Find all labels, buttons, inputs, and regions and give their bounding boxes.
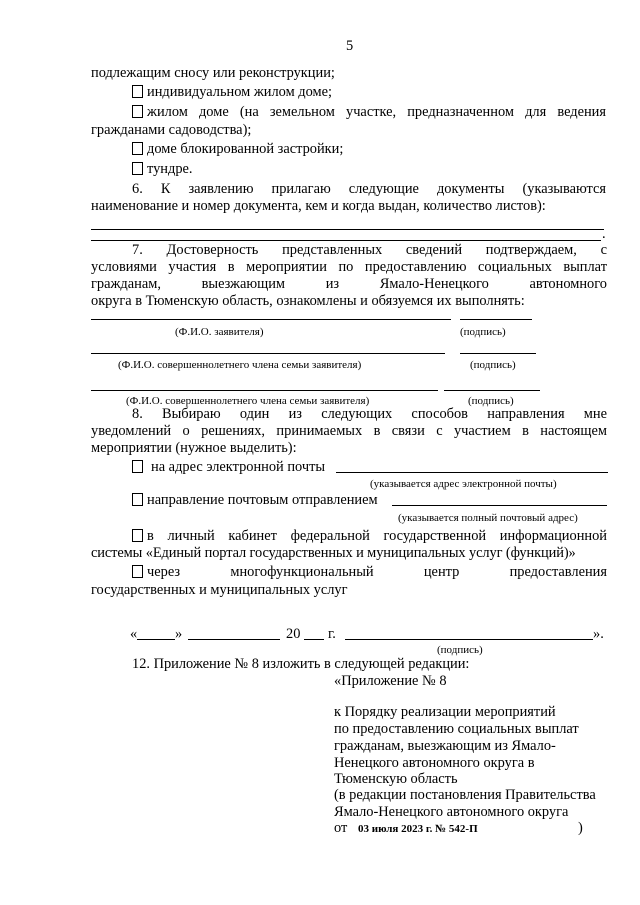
appendix-close-paren: ) bbox=[578, 820, 583, 836]
option-post[interactable] bbox=[132, 492, 378, 509]
appendix-line: Ненецкого автономного округа в bbox=[334, 755, 535, 771]
signature-line[interactable] bbox=[345, 639, 593, 640]
appendix-line: (в редакции постановления Правительства bbox=[334, 787, 596, 803]
option-mfc[interactable] bbox=[132, 564, 607, 581]
option-label: в личный кабинет федеральной государственной информационной bbox=[147, 528, 607, 544]
section-8-text: уведомлений о решениях, принимаемых в связи с участием в настоящем bbox=[91, 423, 607, 439]
option-email[interactable] bbox=[132, 459, 325, 476]
checkbox-icon[interactable] bbox=[132, 529, 143, 542]
documents-input-line-1[interactable] bbox=[91, 229, 604, 230]
member1-name-line[interactable] bbox=[91, 353, 445, 354]
appendix-date-stamp: 03 июля 2023 г. № 542-П bbox=[358, 823, 478, 835]
checkbox-icon[interactable] bbox=[132, 105, 143, 118]
applicant-name-line[interactable] bbox=[91, 319, 451, 320]
section-8-text: мероприятии (нужное выделить): bbox=[91, 440, 297, 456]
option-label: доме блокированной застройки; bbox=[147, 141, 344, 157]
section-6-text-cont: наименование и номер документа, кем и когда выдан, количество листов): bbox=[91, 198, 546, 214]
appendix-ot: от bbox=[334, 820, 348, 836]
caption-post-hint: (указывается полный почтовый адрес) bbox=[398, 512, 578, 524]
option-blocked-house[interactable] bbox=[132, 141, 343, 158]
date-year-line[interactable] bbox=[304, 639, 324, 640]
checkbox-icon[interactable] bbox=[132, 85, 143, 98]
period: . bbox=[602, 226, 606, 242]
appendix-title: «Приложение № 8 bbox=[334, 673, 447, 689]
documents-input-line-2[interactable] bbox=[91, 240, 601, 241]
post-input-line[interactable] bbox=[392, 505, 607, 506]
option-label-cont: государственных и муниципальных услуг bbox=[91, 582, 348, 598]
date-close-quote: » bbox=[175, 626, 183, 642]
appendix-line: Тюменскую область bbox=[334, 771, 458, 787]
section-7-text: 7. Достоверность представленных сведений подтверждаем, с bbox=[132, 242, 607, 258]
checkbox-icon[interactable] bbox=[132, 460, 143, 473]
option-label: направление почтовым отправлением bbox=[147, 492, 378, 508]
option-label: индивидуальном жилом доме; bbox=[147, 84, 333, 100]
date-year-suffix: г. bbox=[328, 626, 336, 642]
date-end: ». bbox=[593, 626, 604, 642]
option-label: жилом доме (на земельном участке, предназначенном для ведения bbox=[147, 104, 606, 120]
email-input-line[interactable] bbox=[336, 472, 608, 473]
section-7-text: округа в Тюменскую область, ознакомлены и обязуемся их выполнять: bbox=[91, 293, 525, 309]
date-year-prefix: 20 bbox=[286, 626, 301, 642]
member2-sign-line[interactable] bbox=[444, 390, 540, 391]
option-house-garden[interactable] bbox=[132, 104, 606, 121]
date-open-quote: « bbox=[130, 626, 138, 642]
caption-signature: (подпись) bbox=[437, 644, 483, 656]
checkbox-icon[interactable] bbox=[132, 565, 143, 578]
caption-applicant-fio: (Ф.И.О. заявителя) bbox=[175, 326, 264, 338]
option-label: тундре. bbox=[147, 161, 193, 177]
appendix-line: по предоставлению социальных выплат bbox=[334, 721, 579, 737]
section-8-text: 8. Выбираю один из следующих способов направления мне bbox=[132, 406, 607, 422]
appendix-line: к Порядку реализации мероприятий bbox=[334, 704, 556, 720]
appendix-line: гражданам, выезжающим из Ямало- bbox=[334, 738, 556, 754]
checkbox-icon[interactable] bbox=[132, 142, 143, 155]
date-day-line[interactable] bbox=[137, 639, 175, 640]
option-individual-house[interactable] bbox=[132, 84, 332, 101]
checkbox-icon[interactable] bbox=[132, 493, 143, 506]
member2-name-line[interactable] bbox=[91, 390, 438, 391]
option-label-cont: системы «Единый портал государственных и муниципальных услуг (функций)» bbox=[91, 545, 576, 561]
checkbox-icon[interactable] bbox=[132, 162, 143, 175]
caption-member-fio: (Ф.И.О. совершеннолетнего члена семьи заявителя) bbox=[118, 359, 362, 371]
member1-sign-line[interactable] bbox=[460, 353, 536, 354]
page-number: 5 bbox=[346, 38, 354, 54]
caption-email-hint: (указывается адрес электронной почты) bbox=[370, 478, 557, 490]
applicant-sign-line[interactable] bbox=[460, 319, 532, 320]
caption-signature: (подпись) bbox=[468, 395, 514, 407]
caption-signature: (подпись) bbox=[470, 359, 516, 371]
option-cabinet[interactable] bbox=[132, 528, 607, 545]
option-tundra[interactable] bbox=[132, 161, 193, 178]
section-7-text: условиями участия в мероприятии по предоставлению социальных выплат bbox=[91, 259, 607, 275]
section-7-text: гражданам, выезжающим из Ямало-Ненецкого автономного bbox=[91, 276, 607, 292]
option-label-cont: гражданами садоводства); bbox=[91, 122, 252, 138]
option-label: через многофункциональный центр предоставления bbox=[147, 564, 607, 580]
caption-member-fio: (Ф.И.О. совершеннолетнего члена семьи заявителя) bbox=[126, 395, 370, 407]
date-month-line[interactable] bbox=[188, 639, 280, 640]
caption-signature: (подпись) bbox=[460, 326, 506, 338]
section-12-text: 12. Приложение № 8 изложить в следующей редакции: bbox=[132, 656, 470, 672]
appendix-line: Ямало-Ненецкого автономного округа bbox=[334, 804, 569, 820]
option-label: на адрес электронной почты bbox=[151, 459, 326, 475]
text-line: подлежащим сносу или реконструкции; bbox=[91, 65, 335, 81]
section-6-text: 6. К заявлению прилагаю следующие документы (указываются bbox=[132, 181, 606, 197]
